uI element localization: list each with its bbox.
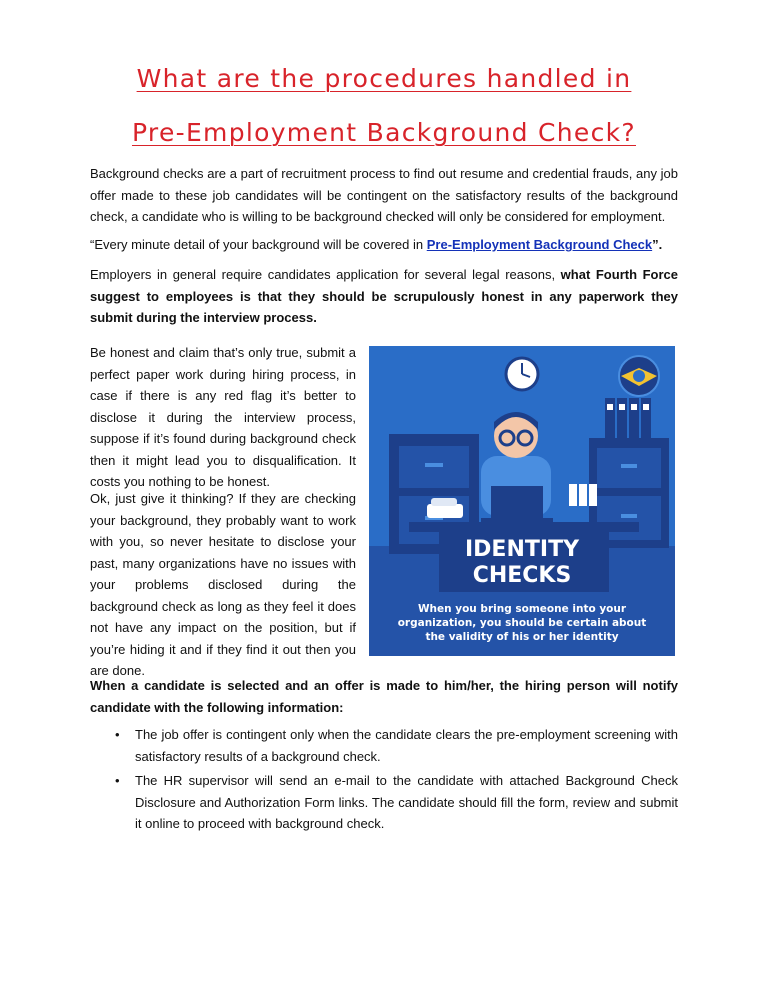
bullet-icon: •: [115, 773, 120, 788]
bullet-list: [90, 724, 678, 838]
laptop-icon: [481, 486, 553, 523]
list-item-text: The HR supervisor will send an e-mail to the candidate with attached Background Check Disclosure and Authorization Form links. The candidate should fill the form, review and submit it online to proceed with background check.: [135, 773, 678, 831]
offer-paragraph: [90, 675, 678, 718]
illustration-svg: [369, 346, 675, 656]
disclose-paragraph: Ok, just give it thinking? If they are checking your background, they probably want to work with you, so never hesitate to disclose your past, many organizations have no issues with your problems disclosed during the background check as long as they feel it does not have any impact on the position, but if you’re hiding it and if they find it out then you are done.: [90, 491, 356, 678]
caption-line-3: the validity of his or her identity: [425, 631, 619, 643]
quote-paragraph: [90, 234, 678, 256]
headline-line-2: CHECKS: [472, 563, 572, 588]
intro-paragraph: Background checks are a part of recruitment process to find out resume and credential frauds, any job offer made to these job candidates will be contingent on the satisfactory results of the background check, a candidate who is willing to be background checked will only be considered for employment.: [90, 166, 678, 224]
emblem-icon: [619, 356, 659, 396]
offer-bold-text: When a candidate is selected and an offer is made to him/her, the hiring person will notify candidate with the following information:: [90, 678, 678, 715]
page-title-line-2: Pre-Employment Background Check?: [131, 118, 636, 147]
headline-line-1: IDENTITY: [464, 537, 580, 562]
list-item: [90, 724, 678, 767]
caption-line-2: organization, you should be certain about: [397, 617, 647, 629]
quote-close: ”.: [652, 237, 663, 252]
wall-clock-icon: [506, 358, 538, 390]
identity-checks-illustration: [369, 346, 675, 656]
quote-text: “Every minute detail of your background will be covered in: [90, 237, 427, 252]
list-item: [90, 770, 678, 835]
honesty-paragraph: Be honest and claim that’s only true, submit a perfect paper work during hiring process, in case if there is any red flag it’s better to disclose it during the interview process, suppose if it’s found during background check then it might lead you to disqualification. It costs you nothing to be honest.: [90, 345, 356, 489]
employers-paragraph: [90, 264, 678, 329]
list-item-text: The job offer is contingent only when the candidate clears the pre-employment screening with satisfactory results of a background check.: [135, 727, 678, 764]
page-title-line-1: What are the procedures handled in: [136, 64, 632, 93]
background-check-link[interactable]: Pre-Employment Background Check: [426, 237, 653, 252]
employers-bold-text: what Fourth Force suggest to employees is that they should be scrupulously honest in any paperwork they submit during the interview process.: [90, 267, 679, 325]
caption-line-1: When you bring someone into your: [417, 603, 627, 615]
employers-text: Employers in general require candidates application for several legal reasons,: [90, 267, 561, 282]
bullet-icon: •: [115, 727, 120, 742]
